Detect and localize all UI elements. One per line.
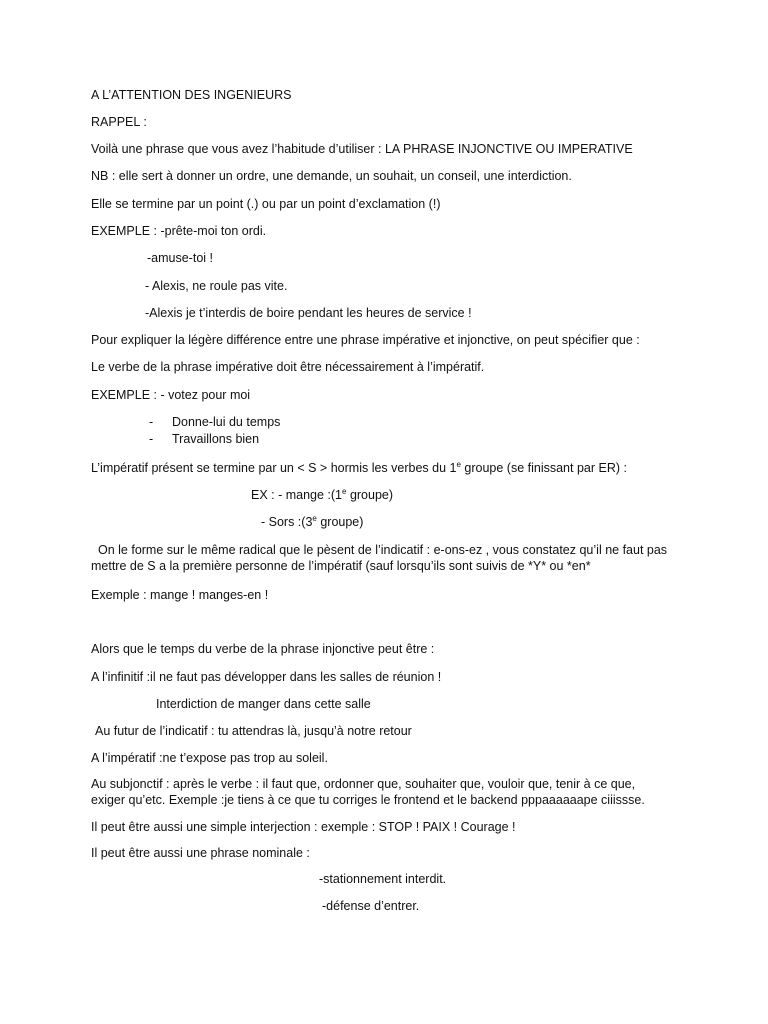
nominale-line: Il peut être aussi une phrase nominale : xyxy=(91,846,310,860)
ordinal-superscript: e xyxy=(312,513,317,523)
imperatif-line: A l’impératif :ne t’expose pas trop au soleil. xyxy=(91,751,328,765)
ex-sors-text-end: groupe) xyxy=(316,515,364,529)
example1-line3: - Alexis, ne roule pas vite. xyxy=(145,279,288,293)
ex-sors-text: - Sors :(3 xyxy=(261,515,313,529)
ex-sors-line xyxy=(261,514,363,530)
subjonctif-paragraph: Au subjonctif : après le verbe : il faut que, ordonner que, souhaiter que, vouloir que, tenir à ce que, exiger qu’etc. Exemple :je tiens à ce que tu corriges le frontend et le backend pppaaaaaape ciiissse. xyxy=(91,777,645,807)
termination-paragraph: Elle se termine par un point (.) ou par un point d’exclamation (!) xyxy=(91,197,441,211)
imperative-rule-paragraph: Le verbe de la phrase impérative doit être nécessairement à l’impératif. xyxy=(91,360,485,374)
ex-mange-line xyxy=(251,487,393,503)
radical-paragraph: On le forme sur le même radical que le pèsent de l’indicatif : e-ons-ez , vous constatez qu’il ne faut pas mettre de S a la première personne de l’impératif (sauf lorsqu’ils sont suivis de *Y* ou *en* xyxy=(91,543,668,573)
example2-line1: EXEMPLE : - votez pour moi xyxy=(91,388,251,402)
bullet-text: Travaillons bien xyxy=(172,432,260,446)
injonctive-intro-paragraph: Alors que le temps du verbe de la phrase injonctive peut être : xyxy=(91,642,435,656)
ordinal-superscript: e xyxy=(456,459,461,469)
imperatif-present-paragraph xyxy=(91,460,627,476)
example1-line4: -Alexis je t’interdis de boire pendant les heures de service ! xyxy=(145,306,472,320)
futur-line: Au futur de l’indicatif : tu attendras là, jusqu’à notre retour xyxy=(95,724,412,738)
bullet-dash: - xyxy=(149,432,154,446)
interjection-line: Il peut être aussi une simple interjection : exemple : STOP ! PAIX ! Courage ! xyxy=(91,820,516,834)
stationnement-line: -stationnement interdit. xyxy=(319,872,447,886)
nb-paragraph: NB : elle sert à donner un ordre, une demande, un souhait, un conseil, une interdiction. xyxy=(91,169,572,183)
ex-mange-text: EX : - mange :(1 xyxy=(251,488,343,502)
bullet-text: Donne-lui du temps xyxy=(172,415,281,429)
intro-paragraph: Voilà une phrase que vous avez l’habitude d’utiliser : LA PHRASE INJONCTIVE OU IMPERATIVE xyxy=(91,142,633,156)
imperatif-present-text: L’impératif présent se termine par un < S > hormis les verbes du 1 xyxy=(91,461,457,475)
interdiction-line: Interdiction de manger dans cette salle xyxy=(156,697,371,711)
bullet-dash: - xyxy=(149,415,154,429)
example3-line: Exemple : mange ! manges-en ! xyxy=(91,588,269,602)
rappel-label: RAPPEL : xyxy=(91,115,147,129)
defense-line: -défense d’entrer. xyxy=(322,899,420,913)
ordinal-superscript: e xyxy=(342,486,347,496)
example1-line1: EXEMPLE : -prête-moi ton ordi. xyxy=(91,224,267,238)
ex-mange-text-end: groupe) xyxy=(346,488,394,502)
infinitif-line: A l’infinitif :il ne faut pas développer dans les salles de réunion ! xyxy=(91,670,442,684)
imperatif-present-text-end: groupe (se finissant par ER) : xyxy=(460,461,627,475)
difference-paragraph: Pour expliquer la légère différence entre une phrase impérative et injonctive, on peut spécifier que : xyxy=(91,333,640,347)
example1-line2: -amuse-toi ! xyxy=(147,251,213,265)
document-heading: A L’ATTENTION DES INGENIEURS xyxy=(91,88,292,102)
